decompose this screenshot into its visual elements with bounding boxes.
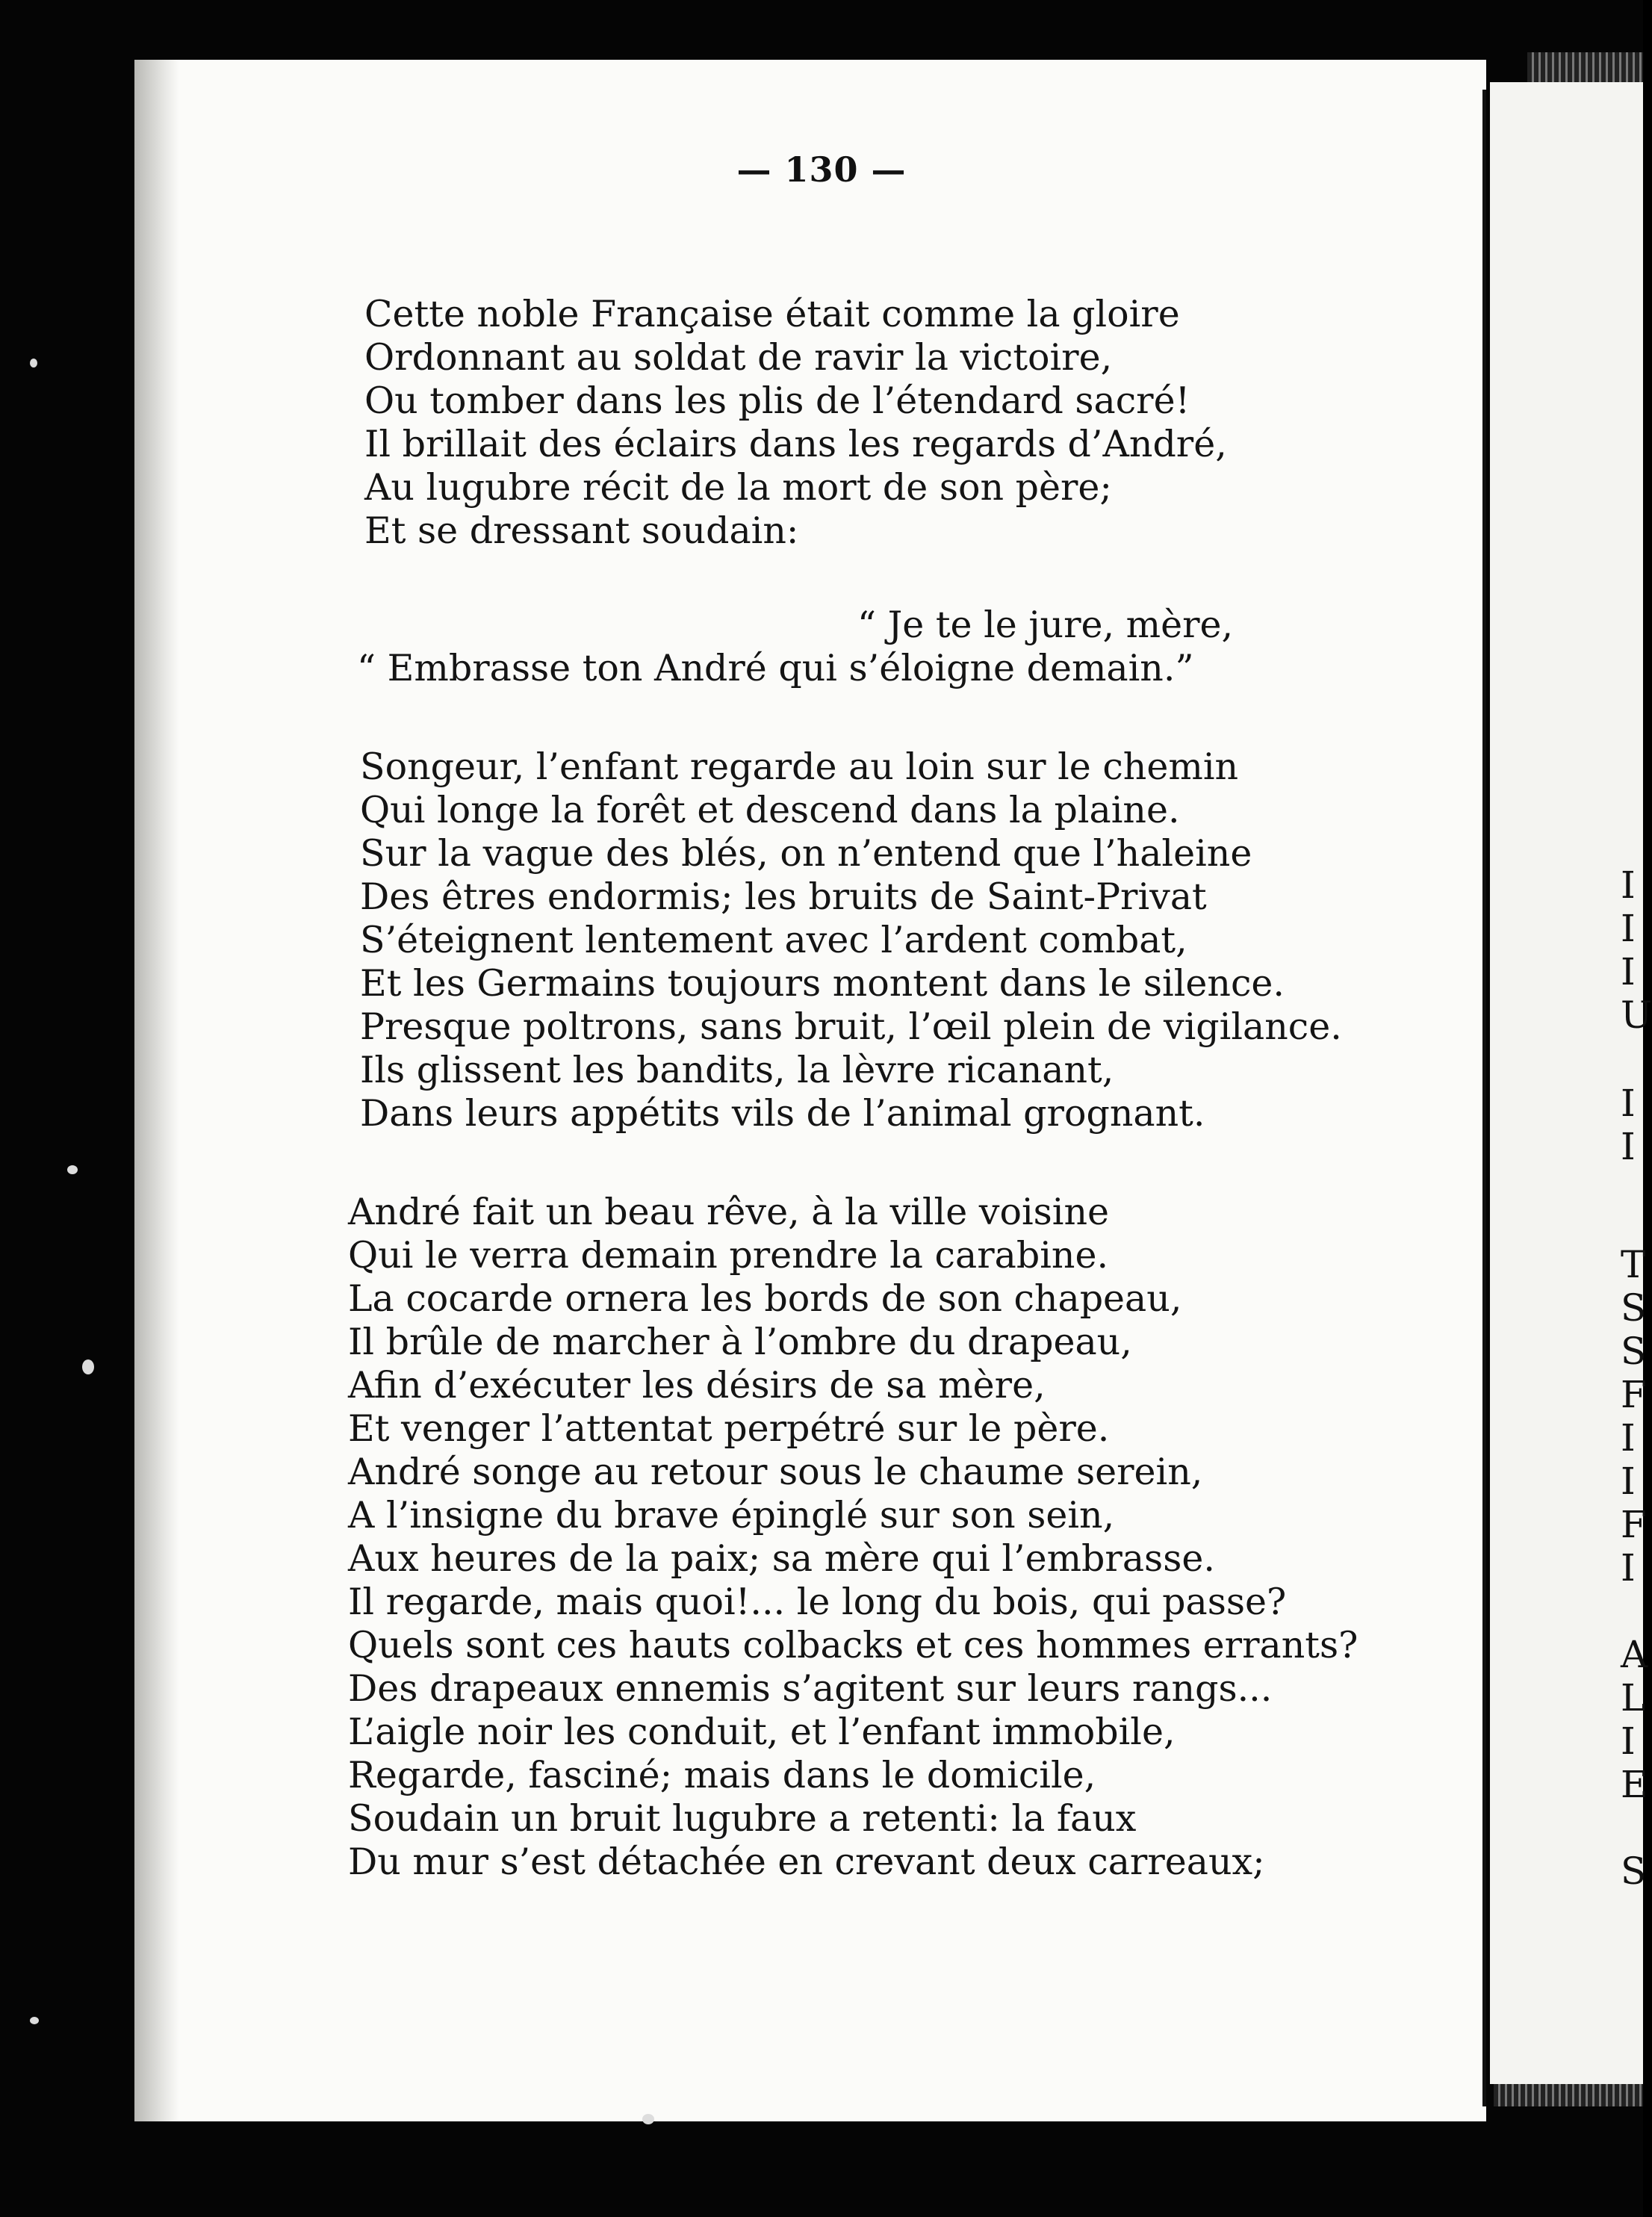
verse-line: Qui longe la forêt et descend dans la plaine. bbox=[360, 789, 1180, 831]
facing-page-letter: I bbox=[1621, 1720, 1636, 1763]
verse-line: Cette noble Française était comme la gloire bbox=[364, 293, 1180, 335]
facing-page-letter: F bbox=[1621, 1373, 1647, 1416]
facing-page-letter: U bbox=[1621, 993, 1652, 1037]
verse-line: Songeur, l’enfant regarde au loin sur le chemin bbox=[360, 745, 1239, 788]
page-number: — 130 — bbox=[736, 149, 907, 190]
stanza-2 bbox=[357, 604, 1233, 690]
stanza-1 bbox=[364, 293, 1227, 553]
facing-page-letter: L bbox=[1621, 1676, 1646, 1720]
verse-line: Aux heures de la paix; sa mère qui l’embrasse. bbox=[348, 1537, 1215, 1580]
facing-page-edge-bottom bbox=[1494, 2084, 1643, 2106]
verse-line: Il regarde, mais quoi!... le long du bois, qui passe? bbox=[348, 1581, 1287, 1623]
verse-line: Dans leurs appétits vils de l’animal grognant. bbox=[360, 1092, 1205, 1135]
verse-line: Qui le verra demain prendre la carabine. bbox=[348, 1234, 1109, 1277]
facing-page-letter: T bbox=[1621, 1243, 1646, 1286]
facing-page-letter: I bbox=[1621, 1125, 1636, 1168]
stanza-4 bbox=[348, 1191, 1358, 1884]
facing-page-letter: E bbox=[1621, 1763, 1648, 1806]
verse-line: Du mur s’est détachée en crevant deux carreaux; bbox=[348, 1841, 1265, 1883]
verse-line: Presque poltrons, sans bruit, l’œil plein de vigilance. bbox=[360, 1005, 1342, 1048]
verse-line: “ Embrasse ton André qui s’éloigne demain.” bbox=[357, 647, 1194, 689]
facing-page-letter: A bbox=[1621, 1633, 1648, 1676]
verse-line: Ils glissent les bandits, la lèvre ricanant, bbox=[360, 1049, 1114, 1091]
verse-line: “ Je te le jure, mère, bbox=[857, 604, 1234, 646]
scan-speck bbox=[67, 1165, 78, 1174]
verse-line: Ou tomber dans les plis de l’étendard sacré! bbox=[364, 379, 1190, 422]
verse-line: André songe au retour sous le chaume serein, bbox=[348, 1451, 1203, 1493]
verse-line: La cocarde ornera les bords de son chapeau, bbox=[348, 1277, 1182, 1320]
verse-line: Il brûle de marcher à l’ombre du drapeau, bbox=[348, 1321, 1132, 1363]
facing-page-letter: S bbox=[1621, 1849, 1647, 1893]
stanza-3 bbox=[360, 745, 1342, 1135]
verse-line: Soudain un bruit lugubre a retenti: la faux bbox=[348, 1797, 1137, 1840]
facing-page-letter: I bbox=[1621, 1546, 1636, 1590]
facing-page-letter: I bbox=[1621, 907, 1636, 950]
scan-speck bbox=[642, 2114, 654, 2124]
facing-page-letter: I bbox=[1621, 863, 1636, 907]
scan-speck bbox=[30, 359, 37, 368]
facing-page-letter: I bbox=[1621, 950, 1636, 993]
verse-line: A l’insigne du brave épinglé sur son sein, bbox=[348, 1494, 1115, 1537]
verse-line: Des drapeaux ennemis s’agitent sur leurs rangs... bbox=[348, 1667, 1273, 1710]
facing-page-letter: F bbox=[1621, 1503, 1647, 1546]
facing-page-edge-top bbox=[1527, 52, 1643, 82]
facing-page-letter: I bbox=[1621, 1416, 1636, 1460]
facing-page-letter: S bbox=[1621, 1330, 1647, 1373]
page-gutter-shadow bbox=[134, 60, 179, 2121]
verse-line: Il brillait des éclairs dans les regards d’André, bbox=[364, 423, 1227, 465]
verse-line: Afin d’exécuter les désirs de sa mère, bbox=[348, 1364, 1046, 1407]
scan-speck bbox=[30, 2017, 39, 2024]
verse-line: Regarde, fasciné; mais dans le domicile, bbox=[348, 1754, 1096, 1796]
verse-line: André fait un beau rêve, à la ville voisine bbox=[348, 1191, 1109, 1233]
verse-line: Ordonnant au soldat de ravir la victoire, bbox=[364, 336, 1113, 379]
verse-line: Quels sont ces hauts colbacks et ces hommes errants? bbox=[348, 1624, 1358, 1666]
verse-line: Et les Germains toujours montent dans le silence. bbox=[360, 962, 1285, 1005]
verse-line: Et se dressant soudain: bbox=[364, 509, 799, 552]
scan-speck bbox=[82, 1359, 94, 1374]
verse-line: Au lugubre récit de la mort de son père; bbox=[364, 466, 1112, 509]
verse-line: L’aigle noir les conduit, et l’enfant immobile, bbox=[348, 1711, 1176, 1753]
facing-page-letter: I bbox=[1621, 1460, 1636, 1503]
verse-line: Sur la vague des blés, on n’entend que l’haleine bbox=[360, 832, 1252, 875]
facing-page-letter: S bbox=[1621, 1286, 1647, 1330]
verse-line: Et venger l’attentat perpétré sur le père. bbox=[348, 1407, 1110, 1450]
facing-page-letter: I bbox=[1621, 1082, 1636, 1125]
verse-line: S’éteignent lentement avec l’ardent combat, bbox=[360, 919, 1187, 961]
page-fold-line bbox=[1482, 90, 1486, 2106]
verse-line: Des êtres endormis; les bruits de Saint-Privat bbox=[360, 875, 1207, 918]
